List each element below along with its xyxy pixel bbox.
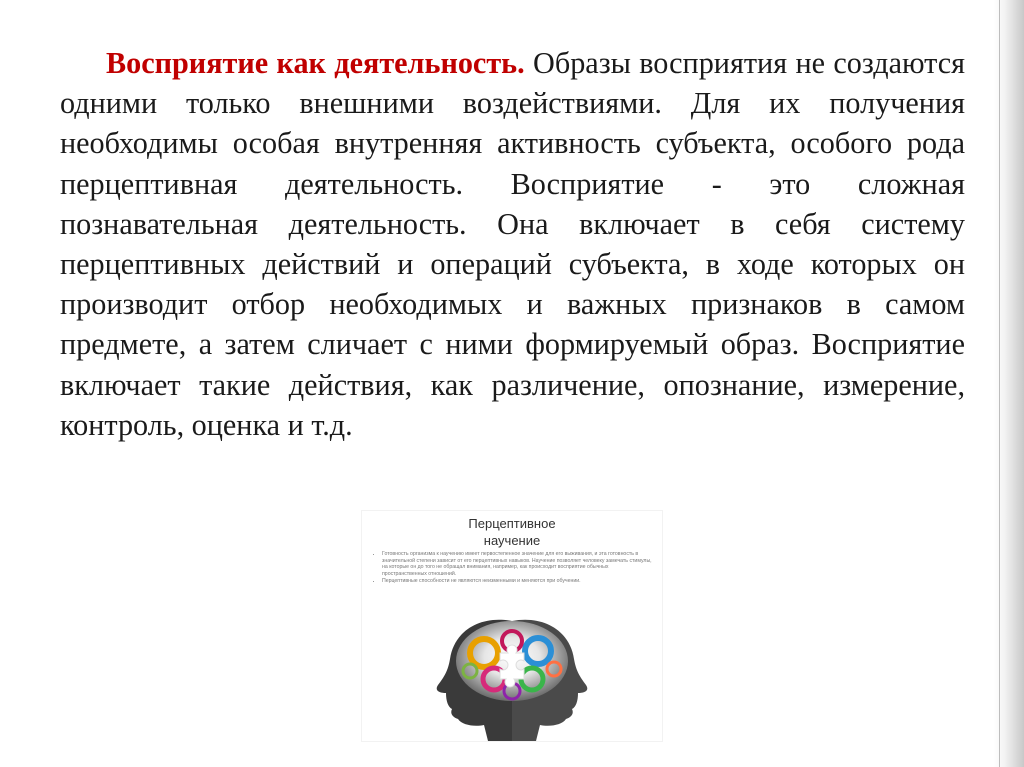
- body-paragraph: [60, 43, 965, 445]
- lead-phrase: Восприятие как деятельность.: [106, 46, 525, 80]
- picture-title: Перцептивное научение: [468, 516, 556, 548]
- page-edge-line: [999, 0, 1000, 767]
- picture-bullet: • Перцептивные способности не являются неизменными и меняются при обучении.: [382, 578, 652, 585]
- perceptual-learning-picture: [362, 511, 662, 741]
- paragraph-body: Образы восприятия не создаются одними только внешними воздействиями. Для их получения необходимы особая внутренняя активность субъекта, особого рода перцептивная деятельность. Восприятие - это сложная познавательная деятельность. Она включает в себя систему перцептивных действий и операций субъекта, в ходе которых он производит отбор необходимых и важных признаков в самом предмете, а затем сличает с ними формируемый образ. Восприятие включает такие действия, как различение, опознание, измерение, контроль, оценка и т.д.: [60, 46, 965, 442]
- picture-bullet: • Готовность организма к научению имеет первостепенное значение для его выживания, и эта готовность в значительной степени зависит от его перцептивных навыков. Научение позволяет человеку замечать стимулы, на которые он до того не обращал внимания, например, как происходит восприятие обычных пространственных отношений.: [382, 551, 652, 577]
- two-heads-brain-illustration: [362, 601, 662, 741]
- picture-bullets: [372, 551, 652, 586]
